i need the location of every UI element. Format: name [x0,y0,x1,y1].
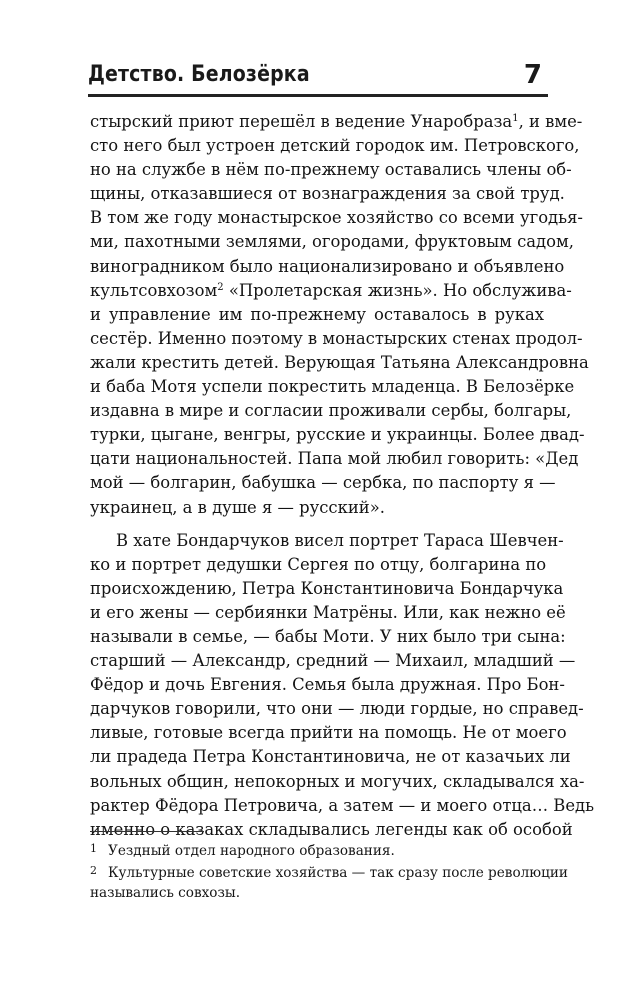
text-line: старший — Александр, средний — Михаил, младший — [90,651,576,671]
paragraph-gap [90,520,544,529]
text-line: мой — болгарин, бабушка — сербка, по паспорту я — [90,473,556,493]
body-text [90,110,595,842]
text-line: рактер Фёдора Петровича, а затем — и моего отца… Ведь [90,795,595,815]
page-number: 7 [523,60,542,90]
text-line: вольных общин, непокорных и могучих, складывался ха- [90,771,585,791]
footnote-text: Уездный отдел народного образования. [108,843,395,859]
text-line: виноградником было национализировано и объявлено [90,256,565,276]
header-rule [88,94,548,97]
text-line: называли в семье, — бабы Моти. У них было три сына: [90,626,566,646]
text-line: В хате Бондарчуков висел портрет Тараса Шевчен- [116,530,564,550]
text-line: ко и портрет дедушки Сергея по отцу, болгарина по [90,554,547,574]
text-line: цати национальностей. Папа мой любил говорить: «Дед [90,449,579,469]
text-line: Фёдор и дочь Евгения. Семья была дружная. Про Бон- [90,675,565,695]
running-header [88,58,548,98]
text-line: ливые, готовые всегда прийти на помощь. Не от моего [90,723,567,743]
text-line: сто него был устроен детский городок им. Петровского, [90,136,580,156]
text-line: издавна в мире и согласии проживали сербы, болгары, [90,401,572,421]
text-line: стырский приют перешёл в ведение Унаробраза$^1$, и вме- [90,112,583,131]
text-line: и управление им по-прежнему оставалось в руках [90,304,544,324]
footnote-2 [90,860,568,882]
footnote-1 [90,838,544,860]
text-line: происхождению, Петра Константиновича Бондарчука [90,578,564,598]
footnote-mark: 2 [90,864,97,877]
text-line: украинец, а в душе я — русский». [90,497,385,517]
footnote-ref: 1 [512,113,519,124]
text-line: сестёр. Именно поэтому в монастырских стенах продол- [90,328,583,348]
text-line: дарчуков говорили, что они — люди гордые, но справед- [90,699,584,719]
text-line: щины, отказавшиеся от вознаграждения за свой труд. [90,184,565,204]
footnote-2-continuation: назывались совхозы. [90,885,241,901]
text-line: культсовхозом$^2$ «Пролетарская жизнь». Но обслужива- [90,280,572,300]
text-line: жали крестить детей. Верующая Татьяна Александровна [90,352,589,372]
text-line: ми, пахотными землями, огородами, фруктовым садом, [90,232,574,252]
text-line: и баба Мотя успели покрестить младенца. В Белозёрке [90,377,575,397]
footnote-text: Культурные советские хозяйства — так сразу после революции [108,865,568,881]
text-line: В том же году монастырское хозяйство со всеми угодья- [90,208,583,228]
footnotes [90,838,568,904]
text-line: именно о казаках складывались легенды как об особой [90,819,573,839]
text-line: и его жены — сербиянки Матрёны. Или, как нежно её [90,602,566,622]
text-line: но на службе в нём по-прежнему оставались члены об- [90,160,572,180]
footnote-separator [90,831,204,832]
text-line: ли прадеда Петра Константиновича, не от казачьих ли [90,747,571,767]
footnote-ref: 2 [217,281,224,293]
footnote-mark: 1 [90,842,97,855]
chapter-title: Детство. Белозёрка [88,62,310,87]
text-line: турки, цыгане, венгры, русские и украинцы. Более двад- [90,425,585,445]
